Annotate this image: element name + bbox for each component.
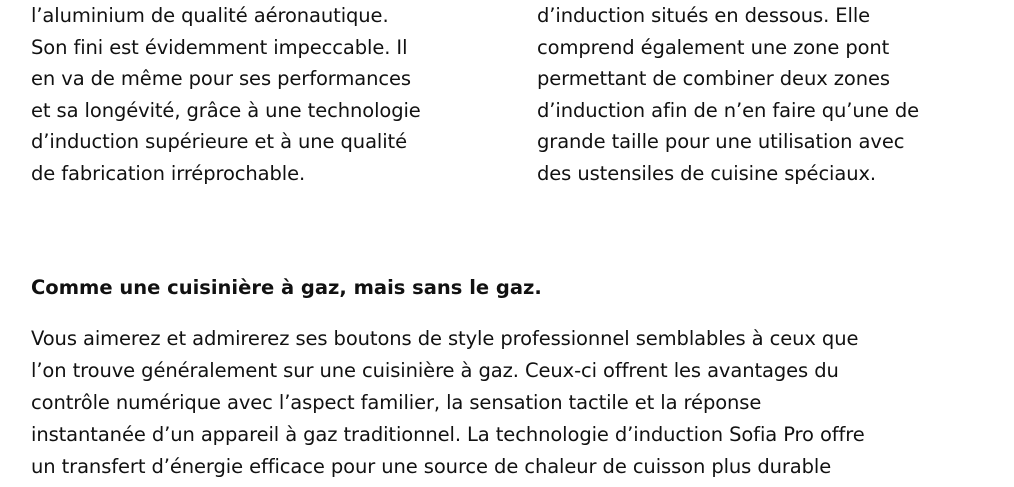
paragraph-line-5: un transfert d’énergie efficace pour une source de chaleur de cuisson plus durable [31, 455, 832, 478]
right-column-line-1: d’induction situés en dessous. Elle [537, 4, 871, 27]
left-column-line-3: en va de même pour ses performances [31, 67, 411, 90]
right-column-line-5: grande taille pour une utilisation avec [537, 130, 905, 153]
right-column-text [537, 0, 1007, 189]
left-column-line-1: l’aluminium de qualité aéronautique. [31, 4, 389, 27]
paragraph-line-3: contrôle numérique avec l’aspect familier, la sensation tactile et la réponse [31, 391, 762, 414]
right-column-line-6: des ustensiles de cuisine spéciaux. [537, 161, 877, 185]
paragraph-line-1: Vous aimerez et admirerez ses boutons de style professionnel semblables à ceux que [31, 327, 859, 350]
left-column-line-5: d’induction supérieure et à une qualité [31, 130, 407, 153]
left-column-text [31, 0, 501, 189]
left-column-line-6: de fabrication irréprochable. [31, 161, 306, 185]
left-column-line-4: et sa longévité, grâce à une technologie [31, 98, 421, 122]
right-column-line-4: d’induction afin de n’en faire qu’une de [537, 98, 920, 122]
section-paragraph [31, 323, 1006, 483]
section-heading: Comme une cuisinière à gaz, mais sans le gaz. [31, 276, 542, 299]
left-column-line-2: Son fini est évidemment impeccable. Il [31, 35, 408, 59]
right-column-line-3: permettant de combiner deux zones [537, 67, 890, 90]
paragraph-line-2: l’on trouve généralement sur une cuisinière à gaz. Ceux-ci offrent les avantages du [31, 359, 839, 382]
paragraph-line-4: instantanée d’un appareil à gaz traditionnel. La technologie d’induction Sofia Pro offre [31, 423, 865, 446]
right-column-line-2: comprend également une zone pont [537, 35, 890, 59]
